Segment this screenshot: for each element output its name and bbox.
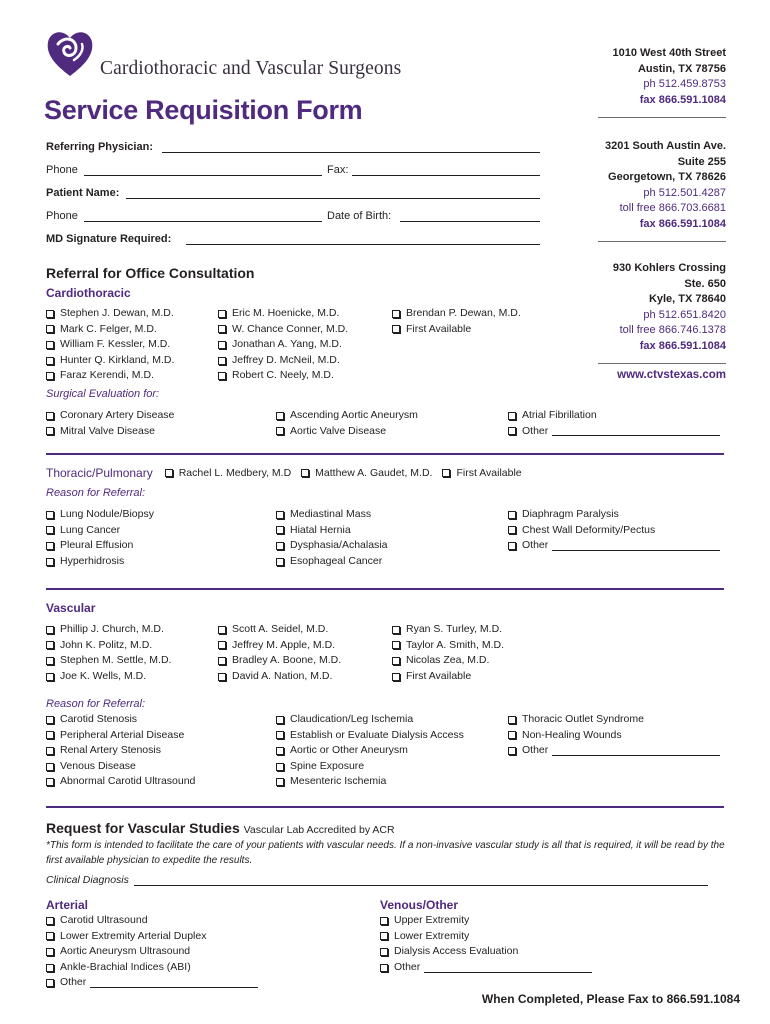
other-field[interactable]	[552, 541, 720, 551]
md-signature-label: MD Signature Required:	[46, 233, 172, 245]
checkbox-label: Upper Extremity	[394, 914, 470, 926]
checkbox[interactable]	[508, 731, 516, 739]
checkbox[interactable]	[46, 542, 54, 550]
checkbox-label: Faraz Kerendi, M.D.	[60, 369, 154, 382]
phone-label: Phone	[46, 210, 78, 222]
checkbox-label: Stephen J. Dewan, M.D.	[60, 307, 174, 319]
other-field[interactable]	[90, 978, 258, 988]
checkbox-label: Spine Exposure	[290, 759, 365, 772]
checkbox-label: Taylor A. Smith, M.D.	[406, 638, 505, 651]
checkbox-item[interactable]	[46, 728, 195, 744]
checkbox-label: Pleural Effusion	[60, 539, 134, 552]
divider	[598, 108, 726, 118]
checkbox-label: Hiatal Hernia	[290, 523, 351, 536]
other-field[interactable]	[552, 426, 720, 436]
checkbox[interactable]	[218, 341, 226, 349]
checkbox-item[interactable]	[276, 554, 387, 570]
checkbox[interactable]	[46, 341, 54, 349]
checkbox-item[interactable]	[46, 653, 171, 669]
checkbox-label: First Available	[406, 322, 472, 335]
checkbox-label: Carotid Stenosis	[60, 713, 138, 725]
checkbox-label: Other	[60, 976, 87, 989]
checkbox[interactable]	[46, 964, 54, 972]
checkbox-label: Abnormal Carotid Ultrasound	[60, 775, 196, 788]
checkbox-item[interactable]	[392, 306, 521, 322]
checkbox-item[interactable]	[392, 669, 504, 685]
checkbox-item[interactable]	[276, 712, 464, 728]
patient-name-field[interactable]	[126, 198, 540, 199]
section-divider	[46, 588, 724, 590]
checkbox[interactable]	[46, 325, 54, 333]
organization-name: Cardiothoracic and Vascular Surgeons	[100, 58, 402, 79]
checkbox-label: Other	[522, 744, 549, 757]
checkbox-item[interactable]	[380, 960, 592, 976]
checkbox-item[interactable]	[46, 759, 195, 775]
checkbox-label: Mediastinal Mass	[290, 508, 372, 520]
checkbox-item[interactable]	[508, 538, 720, 554]
checkbox-label: Aortic Valve Disease	[290, 424, 387, 437]
checkbox-label: Aortic Aneurysm Ultrasound	[60, 945, 191, 958]
checkbox[interactable]	[276, 542, 284, 550]
checkbox-item[interactable]	[46, 669, 171, 685]
clinical-diagnosis-label: Clinical Diagnosis	[46, 874, 129, 886]
office-suite: Ste. 650	[684, 277, 726, 290]
checkbox-label: Peripheral Arterial Disease	[60, 728, 185, 741]
checkbox[interactable]	[392, 310, 400, 318]
thoracic-row	[46, 466, 532, 480]
checkbox[interactable]	[508, 542, 516, 550]
checkbox-item[interactable]	[276, 523, 387, 539]
checkbox-item[interactable]	[46, 337, 174, 353]
other-field[interactable]	[552, 746, 720, 756]
cardiothoracic-label: Cardiothoracic	[46, 286, 131, 300]
checkbox-label: Bradley A. Boone, M.D.	[232, 654, 342, 667]
checkbox-label: Coronary Artery Disease	[60, 409, 175, 421]
checkbox-label: Venous Disease	[60, 759, 136, 772]
checkbox[interactable]	[276, 747, 284, 755]
checkbox[interactable]	[380, 932, 388, 940]
surgical-evaluation-label: Surgical Evaluation for:	[46, 388, 160, 400]
checkbox-item[interactable]	[46, 622, 171, 638]
checkbox[interactable]	[276, 526, 284, 534]
checkbox-label: First Available	[406, 669, 472, 682]
checkbox[interactable]	[218, 310, 226, 318]
checkbox-item[interactable]	[218, 306, 348, 322]
checkbox[interactable]	[508, 511, 516, 519]
checkbox-item[interactable]	[46, 322, 174, 338]
checkbox-item[interactable]	[392, 638, 504, 654]
checkbox-label: Dysphasia/Achalasia	[290, 539, 388, 552]
checkbox-item[interactable]	[218, 322, 348, 338]
vascular-reasons-col1	[46, 712, 195, 790]
checkbox[interactable]	[46, 558, 54, 566]
checkbox-item[interactable]	[46, 944, 258, 960]
checkbox-item[interactable]	[46, 306, 174, 322]
checkbox-label: Nicolas Zea, M.D.	[406, 654, 490, 667]
checkbox-label: Jeffrey M. Apple, M.D.	[232, 638, 336, 651]
checkbox-item[interactable]	[508, 728, 720, 744]
checkbox-label: Atrial Fibrillation	[522, 409, 597, 421]
checkbox-item[interactable]	[276, 538, 387, 554]
checkbox[interactable]	[46, 357, 54, 365]
checkbox[interactable]	[392, 325, 400, 333]
checkbox[interactable]	[218, 657, 226, 665]
checkbox-label: Scott A. Seidel, M.D.	[232, 623, 329, 635]
accreditation-text: Vascular Lab Accredited by ACR	[243, 824, 395, 836]
studies-heading-row	[46, 820, 395, 836]
checkbox[interactable]	[46, 641, 54, 649]
checkbox[interactable]	[46, 511, 54, 519]
checkbox-item[interactable]	[46, 712, 195, 728]
checkbox-item[interactable]	[46, 424, 174, 440]
checkbox-label: Eric M. Hoenicke, M.D.	[232, 307, 340, 319]
checkbox[interactable]	[46, 310, 54, 318]
cardiothoracic-physicians-col3	[392, 306, 521, 337]
checkbox-item[interactable]	[46, 523, 154, 539]
venous-label: Venous/Other	[380, 898, 459, 912]
other-field[interactable]	[424, 963, 592, 973]
checkbox-label: Carotid Ultrasound	[60, 914, 148, 926]
checkbox[interactable]	[508, 526, 516, 534]
checkbox-item[interactable]	[276, 507, 387, 523]
divider	[598, 232, 726, 242]
checkbox-label: William F. Kessler, M.D.	[60, 338, 171, 351]
thoracic-reason-label: Reason for Referral:	[46, 487, 146, 499]
checkbox[interactable]	[46, 731, 54, 739]
office-fax: fax 866.591.1084	[639, 217, 726, 230]
checkbox-item[interactable]	[276, 759, 464, 775]
fax-field[interactable]	[352, 175, 540, 176]
checkbox[interactable]	[276, 427, 284, 435]
checkbox[interactable]	[508, 412, 516, 420]
studies-heading: Request for Vascular Studies	[46, 820, 240, 836]
checkbox[interactable]	[276, 778, 284, 786]
vascular-reason-label: Reason for Referral:	[46, 698, 146, 710]
checkbox-label: Other	[394, 960, 421, 973]
surgical-evaluation-col2	[276, 408, 418, 439]
clinical-diagnosis-field[interactable]	[134, 885, 708, 886]
checkbox-item[interactable]	[442, 467, 521, 479]
checkbox[interactable]	[380, 948, 388, 956]
checkbox-label: Rachel L. Medbery, M.D	[178, 467, 292, 479]
checkbox-label: Ryan S. Turley, M.D.	[406, 623, 503, 635]
checkbox-label: Brendan P. Dewan, M.D.	[406, 307, 521, 319]
checkbox-item[interactable]	[508, 743, 720, 759]
vascular-physicians-col1	[46, 622, 171, 684]
arterial-studies	[46, 913, 258, 991]
office-austin	[598, 46, 726, 118]
checkbox-label: Jeffrey D. McNeil, M.D.	[232, 353, 340, 366]
checkbox[interactable]	[46, 778, 54, 786]
checkbox-item[interactable]	[276, 774, 464, 790]
checkbox-item[interactable]	[46, 507, 154, 523]
checkbox[interactable]	[218, 357, 226, 365]
checkbox-item[interactable]	[46, 975, 258, 991]
checkbox[interactable]	[392, 657, 400, 665]
checkbox-label: Hyperhidrosis	[60, 554, 125, 567]
checkbox-item[interactable]	[392, 322, 521, 338]
checkbox-label: W. Chance Conner, M.D.	[232, 322, 349, 335]
checkbox-label: David A. Nation, M.D.	[232, 669, 333, 682]
office-tollfree: toll free 866.746.1378	[619, 324, 726, 336]
checkbox[interactable]	[508, 747, 516, 755]
surgical-evaluation-col3	[508, 408, 720, 439]
checkbox-item[interactable]	[218, 368, 348, 384]
checkbox[interactable]	[392, 641, 400, 649]
checkbox-label: Renal Artery Stenosis	[60, 744, 161, 757]
checkbox-item[interactable]	[392, 622, 504, 638]
fax-label: Fax:	[327, 164, 349, 176]
office-phone: ph 512.651.8420	[643, 308, 726, 321]
patient-name-label: Patient Name:	[46, 187, 120, 199]
checkbox-label: Dialysis Access Evaluation	[394, 945, 519, 958]
checkbox-label: Lung Nodule/Biopsy	[60, 508, 154, 520]
checkbox-label: Ankle-Brachial Indices (ABI)	[60, 960, 191, 973]
checkbox-item[interactable]	[218, 337, 348, 353]
fax-instructions: When Completed, Please Fax to 866.591.1084	[481, 992, 740, 1006]
checkbox[interactable]	[46, 657, 54, 665]
checkbox-label: Matthew A. Gaudet, M.D.	[315, 467, 433, 479]
checkbox[interactable]	[46, 412, 54, 420]
checkbox-label: Other	[522, 539, 549, 552]
checkbox[interactable]	[392, 626, 400, 634]
checkbox-item[interactable]	[46, 913, 258, 929]
checkbox-label: Claudication/Leg Ischemia	[290, 713, 414, 725]
checkbox[interactable]	[46, 526, 54, 534]
checkbox-item[interactable]	[46, 774, 195, 790]
checkbox[interactable]	[276, 763, 284, 771]
checkbox[interactable]	[46, 763, 54, 771]
section-divider	[46, 453, 724, 455]
checkbox-item[interactable]	[46, 743, 195, 759]
checkbox-item[interactable]	[46, 638, 171, 654]
checkbox[interactable]	[46, 932, 54, 940]
checkbox[interactable]	[218, 626, 226, 634]
checkbox[interactable]	[218, 325, 226, 333]
checkbox[interactable]	[46, 917, 54, 925]
office-street: 930 Kohlers Crossing	[612, 262, 726, 274]
checkbox[interactable]	[276, 511, 284, 519]
checkbox-item[interactable]	[46, 538, 154, 554]
section-divider	[46, 806, 724, 808]
patient-phone-field[interactable]	[84, 221, 322, 222]
checkbox-label: First Available	[456, 467, 522, 479]
md-signature-field[interactable]	[186, 244, 540, 245]
checkbox-item[interactable]	[380, 944, 592, 960]
vascular-label: Vascular	[46, 601, 96, 615]
checkbox-item[interactable]	[276, 728, 464, 744]
checkbox-item[interactable]	[508, 523, 720, 539]
checkbox[interactable]	[46, 372, 54, 380]
checkbox[interactable]	[442, 469, 450, 477]
checkbox-label: Establish or Evaluate Dialysis Access	[290, 728, 464, 741]
office-phone: ph 512.459.8753	[643, 78, 726, 90]
checkbox-item[interactable]	[380, 929, 592, 945]
checkbox-label: Robert C. Neely, M.D.	[232, 369, 334, 382]
checkbox-label: Lower Extremity	[394, 929, 470, 942]
office-phone: ph 512.501.4287	[643, 186, 726, 199]
consultation-heading: Referral for Office Consultation	[46, 265, 255, 281]
dob-field[interactable]	[400, 221, 540, 222]
checkbox-label: Mitral Valve Disease	[60, 424, 155, 437]
checkbox[interactable]	[301, 469, 309, 477]
office-suite: Suite 255	[677, 155, 726, 168]
checkbox-label: Mark C. Felger, M.D.	[60, 322, 157, 335]
cardiothoracic-physicians-col2	[218, 306, 348, 384]
checkbox-label: Lung Cancer	[60, 523, 121, 536]
checkbox-label: Esophageal Cancer	[290, 554, 383, 567]
checkbox[interactable]	[218, 372, 226, 380]
checkbox-label: Ascending Aortic Aneurysm	[290, 409, 418, 421]
checkbox[interactable]	[380, 917, 388, 925]
checkbox[interactable]	[276, 731, 284, 739]
checkbox-item[interactable]	[276, 424, 418, 440]
form-title: Service Requisition Form	[44, 95, 363, 125]
referring-physician-field[interactable]	[162, 152, 540, 153]
checkbox-label: John K. Politz, M.D.	[60, 638, 153, 651]
venous-studies	[380, 913, 592, 975]
checkbox-item[interactable]	[46, 408, 174, 424]
referring-physician-label: Referring Physician:	[46, 141, 153, 153]
checkbox-label: Hunter Q. Kirkland, M.D.	[60, 353, 175, 366]
office-street: 3201 South Austin Ave.	[604, 140, 726, 152]
checkbox-label: Other	[522, 424, 549, 437]
office-tollfree: toll free 866.703.6681	[619, 202, 726, 214]
checkbox-label: Joe K. Wells, M.D.	[60, 669, 147, 682]
checkbox-item[interactable]	[218, 622, 341, 638]
checkbox[interactable]	[276, 558, 284, 566]
checkbox[interactable]	[276, 412, 284, 420]
checkbox-item[interactable]	[165, 467, 291, 479]
checkbox-item[interactable]	[276, 743, 464, 759]
checkbox-label: Jonathan A. Yang, M.D.	[232, 338, 342, 351]
checkbox[interactable]	[392, 673, 400, 681]
checkbox[interactable]	[380, 964, 388, 972]
checkbox[interactable]	[508, 716, 516, 724]
checkbox[interactable]	[46, 427, 54, 435]
checkbox-item[interactable]	[380, 913, 592, 929]
checkbox[interactable]	[276, 716, 284, 724]
checkbox-item[interactable]	[508, 408, 720, 424]
checkbox-label: Non-Healing Wounds	[522, 728, 622, 741]
arterial-label: Arterial	[46, 898, 89, 912]
checkbox-label: Mesenteric Ischemia	[290, 775, 387, 788]
checkbox-item[interactable]	[508, 424, 720, 440]
office-georgetown	[598, 139, 726, 242]
checkbox[interactable]	[46, 716, 54, 724]
heart-logo-icon	[44, 28, 96, 80]
checkbox[interactable]	[218, 641, 226, 649]
checkbox-item[interactable]	[46, 353, 174, 369]
checkbox[interactable]	[218, 673, 226, 681]
checkbox[interactable]	[46, 948, 54, 956]
phone-field[interactable]	[84, 175, 322, 176]
office-fax: fax 866.591.1084	[639, 93, 726, 106]
checkbox-item[interactable]	[46, 368, 174, 384]
vascular-physicians-col2	[218, 622, 341, 684]
website-link[interactable]: www.ctvstexas.com	[617, 369, 726, 381]
thoracic-reasons-col3	[508, 507, 720, 554]
checkbox-item[interactable]	[218, 353, 348, 369]
checkbox-label: Lower Extremity Arterial Duplex	[60, 929, 207, 942]
checkbox-label: Phillip J. Church, M.D.	[60, 623, 164, 635]
checkbox[interactable]	[46, 979, 54, 987]
checkbox-item[interactable]	[218, 653, 341, 669]
surgical-evaluation-col1	[46, 408, 174, 439]
checkbox-label: Chest Wall Deformity/Pectus	[522, 523, 656, 536]
checkbox-item[interactable]	[392, 653, 504, 669]
checkbox-label: Aortic or Other Aneurysm	[290, 744, 408, 757]
checkbox-label: Thoracic Outlet Syndrome	[522, 713, 644, 725]
checkbox-item[interactable]	[46, 929, 258, 945]
studies-note: *This form is intended to facilitate the care of your patients with vascular needs. If a non-invasive vascular study is all that is required, it will be read by the first available physician to expedite the results.	[46, 840, 725, 866]
checkbox-item[interactable]	[301, 467, 432, 479]
checkbox[interactable]	[46, 747, 54, 755]
office-fax: fax 866.591.1084	[639, 339, 726, 352]
checkbox-item[interactable]	[276, 408, 418, 424]
checkbox[interactable]	[165, 469, 173, 477]
checkbox-item[interactable]	[218, 669, 341, 685]
phone-label: Phone	[46, 164, 78, 176]
thoracic-label: Thoracic/Pulmonary	[46, 466, 153, 480]
office-city: Kyle, TX 78640	[648, 293, 726, 305]
vascular-reasons-col2	[276, 712, 464, 790]
thoracic-reasons-col1	[46, 507, 154, 569]
checkbox-label: Diaphragm Paralysis	[522, 508, 619, 520]
thoracic-reasons-col2	[276, 507, 387, 569]
checkbox-item[interactable]	[218, 638, 341, 654]
checkbox[interactable]	[46, 673, 54, 681]
vascular-physicians-col3	[392, 622, 504, 684]
checkbox-label: Stephen M. Settle, M.D.	[60, 654, 172, 667]
vascular-reasons-col3	[508, 712, 720, 759]
office-city: Austin, TX 78756	[637, 62, 726, 75]
cardiothoracic-physicians-col1	[46, 306, 174, 384]
checkbox-item[interactable]	[508, 507, 720, 523]
checkbox-item[interactable]	[508, 712, 720, 728]
checkbox-item[interactable]	[46, 554, 154, 570]
checkbox[interactable]	[508, 427, 516, 435]
checkbox-item[interactable]	[46, 960, 258, 976]
dob-label: Date of Birth:	[327, 210, 392, 222]
office-city: Georgetown, TX 78626	[608, 171, 726, 183]
divider	[598, 354, 726, 364]
checkbox[interactable]	[46, 626, 54, 634]
office-street: 1010 West 40th Street	[612, 47, 726, 59]
office-kyle	[598, 261, 726, 364]
